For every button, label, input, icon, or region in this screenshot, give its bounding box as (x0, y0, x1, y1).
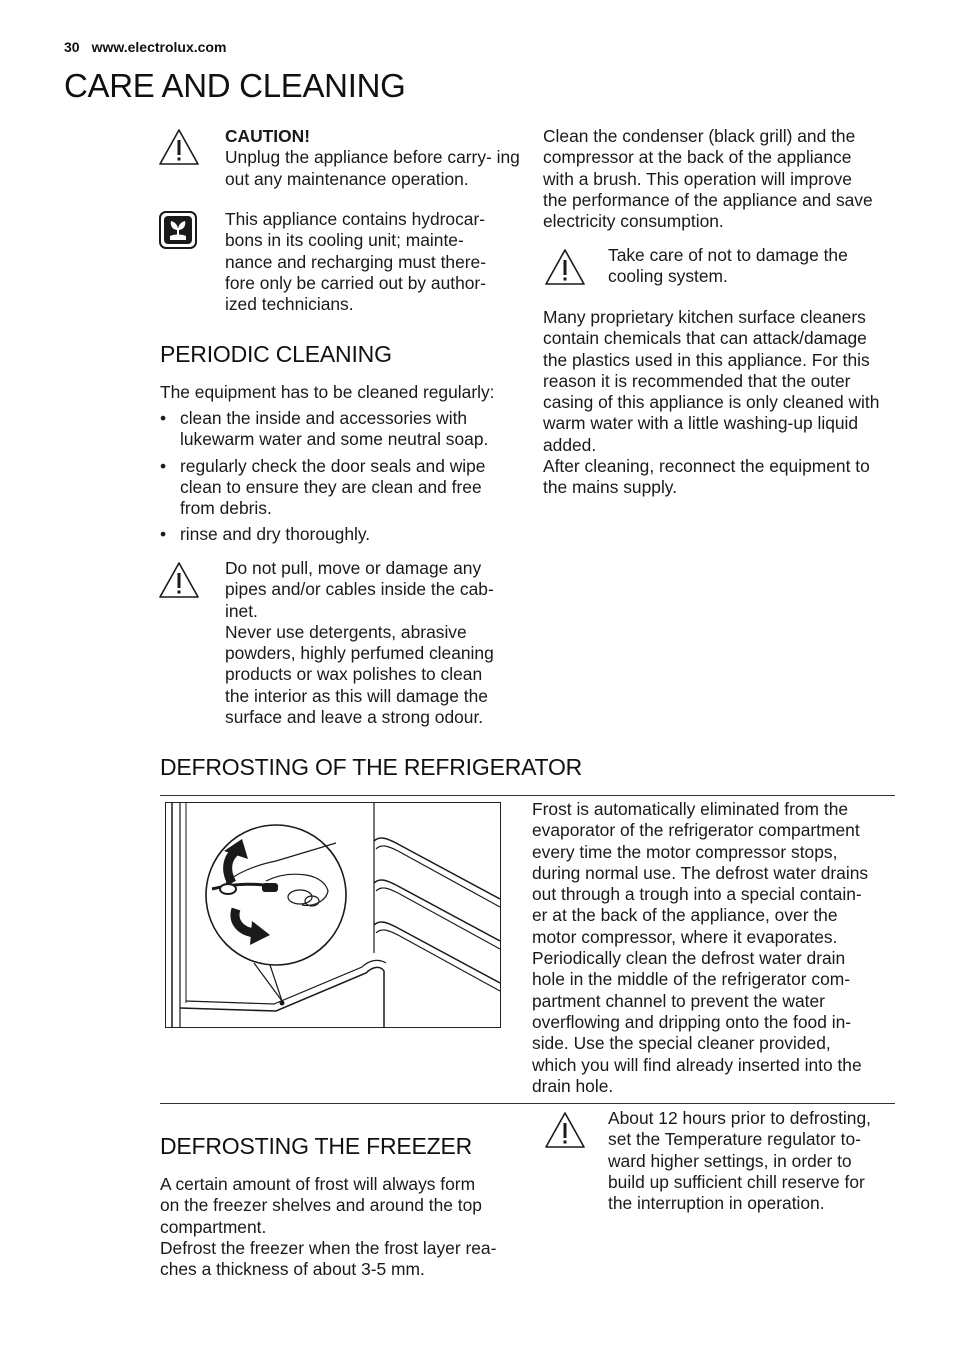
refrigerator-drain-figure (166, 803, 500, 1027)
cooling-warning-text: Take care of not to damage the cooling system. (608, 245, 848, 287)
section-divider-top (160, 795, 895, 796)
pipes-warning-icon-wrap (157, 560, 201, 605)
caution-block (225, 126, 525, 190)
page-title: CARE AND CLEANING (64, 67, 406, 104)
cleaners-text: Many proprietary kitchen surface cleaners contain chemicals that can attack/damage the plastics used in this appliance. For this reason it is recommended that the outer casing of this appliance is only cleaned with warm water with a little washing-up liquid added. After cleaning, reconnect the equipment to the mains supply. (543, 307, 880, 498)
hydrocarbon-text: This appliance contains hydrocar- bons in its cooling unit; mainte- nance and recharging must there- fore only be carried out by author- ized technicians. (225, 209, 487, 315)
defrost-refrigerator-text: Frost is automatically eliminated from the evaporator of the refrigerator compartment every time the motor compressor stops, during normal use. The defrost water drains out through a trough into a special contain- er at the back of the appliance, over the motor compressor, where it evaporates. Periodically clean the defrost water drain hole in the middle of the refrigerator com- partment channel to prevent the water overflowing and dripping onto the food in- side. Use the special cleaner provided, which you will find already inserted into the drain hole. (532, 799, 869, 1096)
environment-icon-wrap (158, 210, 198, 255)
page-number: 30 (64, 39, 80, 55)
periodic-cleaning-intro: The equipment has to be cleaned regularly: (160, 382, 495, 402)
list-item: • rinse and dry thoroughly. (160, 524, 371, 545)
list-item: • clean the inside and accessories with lukewarm water and some neutral soap. (160, 408, 489, 450)
freezer-warning-icon-wrap (543, 1110, 587, 1155)
warning-triangle-icon (157, 127, 201, 167)
condenser-text: Clean the condenser (black grill) and the compressor at the back of the appliance with a brush. This operation will improve the performance of the appliance and save electricity consumption. (543, 126, 873, 232)
drain-hole-illustration (165, 802, 501, 1028)
website-link[interactable]: www.electrolux.com (91, 39, 227, 55)
defrost-freezer-text: A certain amount of frost will always form on the freezer shelves and around the top compartment. Defrost the freezer when the frost layer rea- ches a thickness of about 3-5 mm. (160, 1174, 497, 1280)
caution-text: Unplug the appliance before carry- ing out any maintenance operation. (225, 147, 520, 189)
list-item: • regularly check the door seals and wipe clean to ensure they are clean and free from debris. (160, 455, 486, 519)
defrost-freezer-heading: DEFROSTING THE FREEZER (160, 1133, 473, 1159)
periodic-cleaning-list (160, 408, 520, 551)
environment-symbol-icon (158, 210, 198, 250)
warning-triangle-icon (157, 560, 201, 600)
freezer-warning-text: About 12 hours prior to defrosting, set the Temperature regulator to- ward higher settings, in order to build up sufficient chill reserve for the interruption in operation. (608, 1108, 871, 1214)
warning-triangle-icon (543, 247, 587, 287)
page-header (64, 39, 226, 55)
cooling-warning-icon-wrap (543, 247, 587, 292)
section-divider-bottom (160, 1103, 895, 1104)
warning-triangle-icon (543, 1110, 587, 1150)
periodic-cleaning-heading: PERIODIC CLEANING (160, 341, 392, 367)
pipes-warning-text: Do not pull, move or damage any pipes and/or cables inside the cab- inet. Never use detergents, abrasive powders, highly perfumed cleaning products or wax polishes to clean the interior as this will damage the surface and leave a strong odour. (225, 558, 494, 728)
caution-icon-wrap (157, 127, 201, 172)
defrost-refrigerator-heading: DEFROSTING OF THE REFRIGERATOR (160, 754, 583, 780)
caution-heading: CAUTION! (225, 126, 311, 146)
